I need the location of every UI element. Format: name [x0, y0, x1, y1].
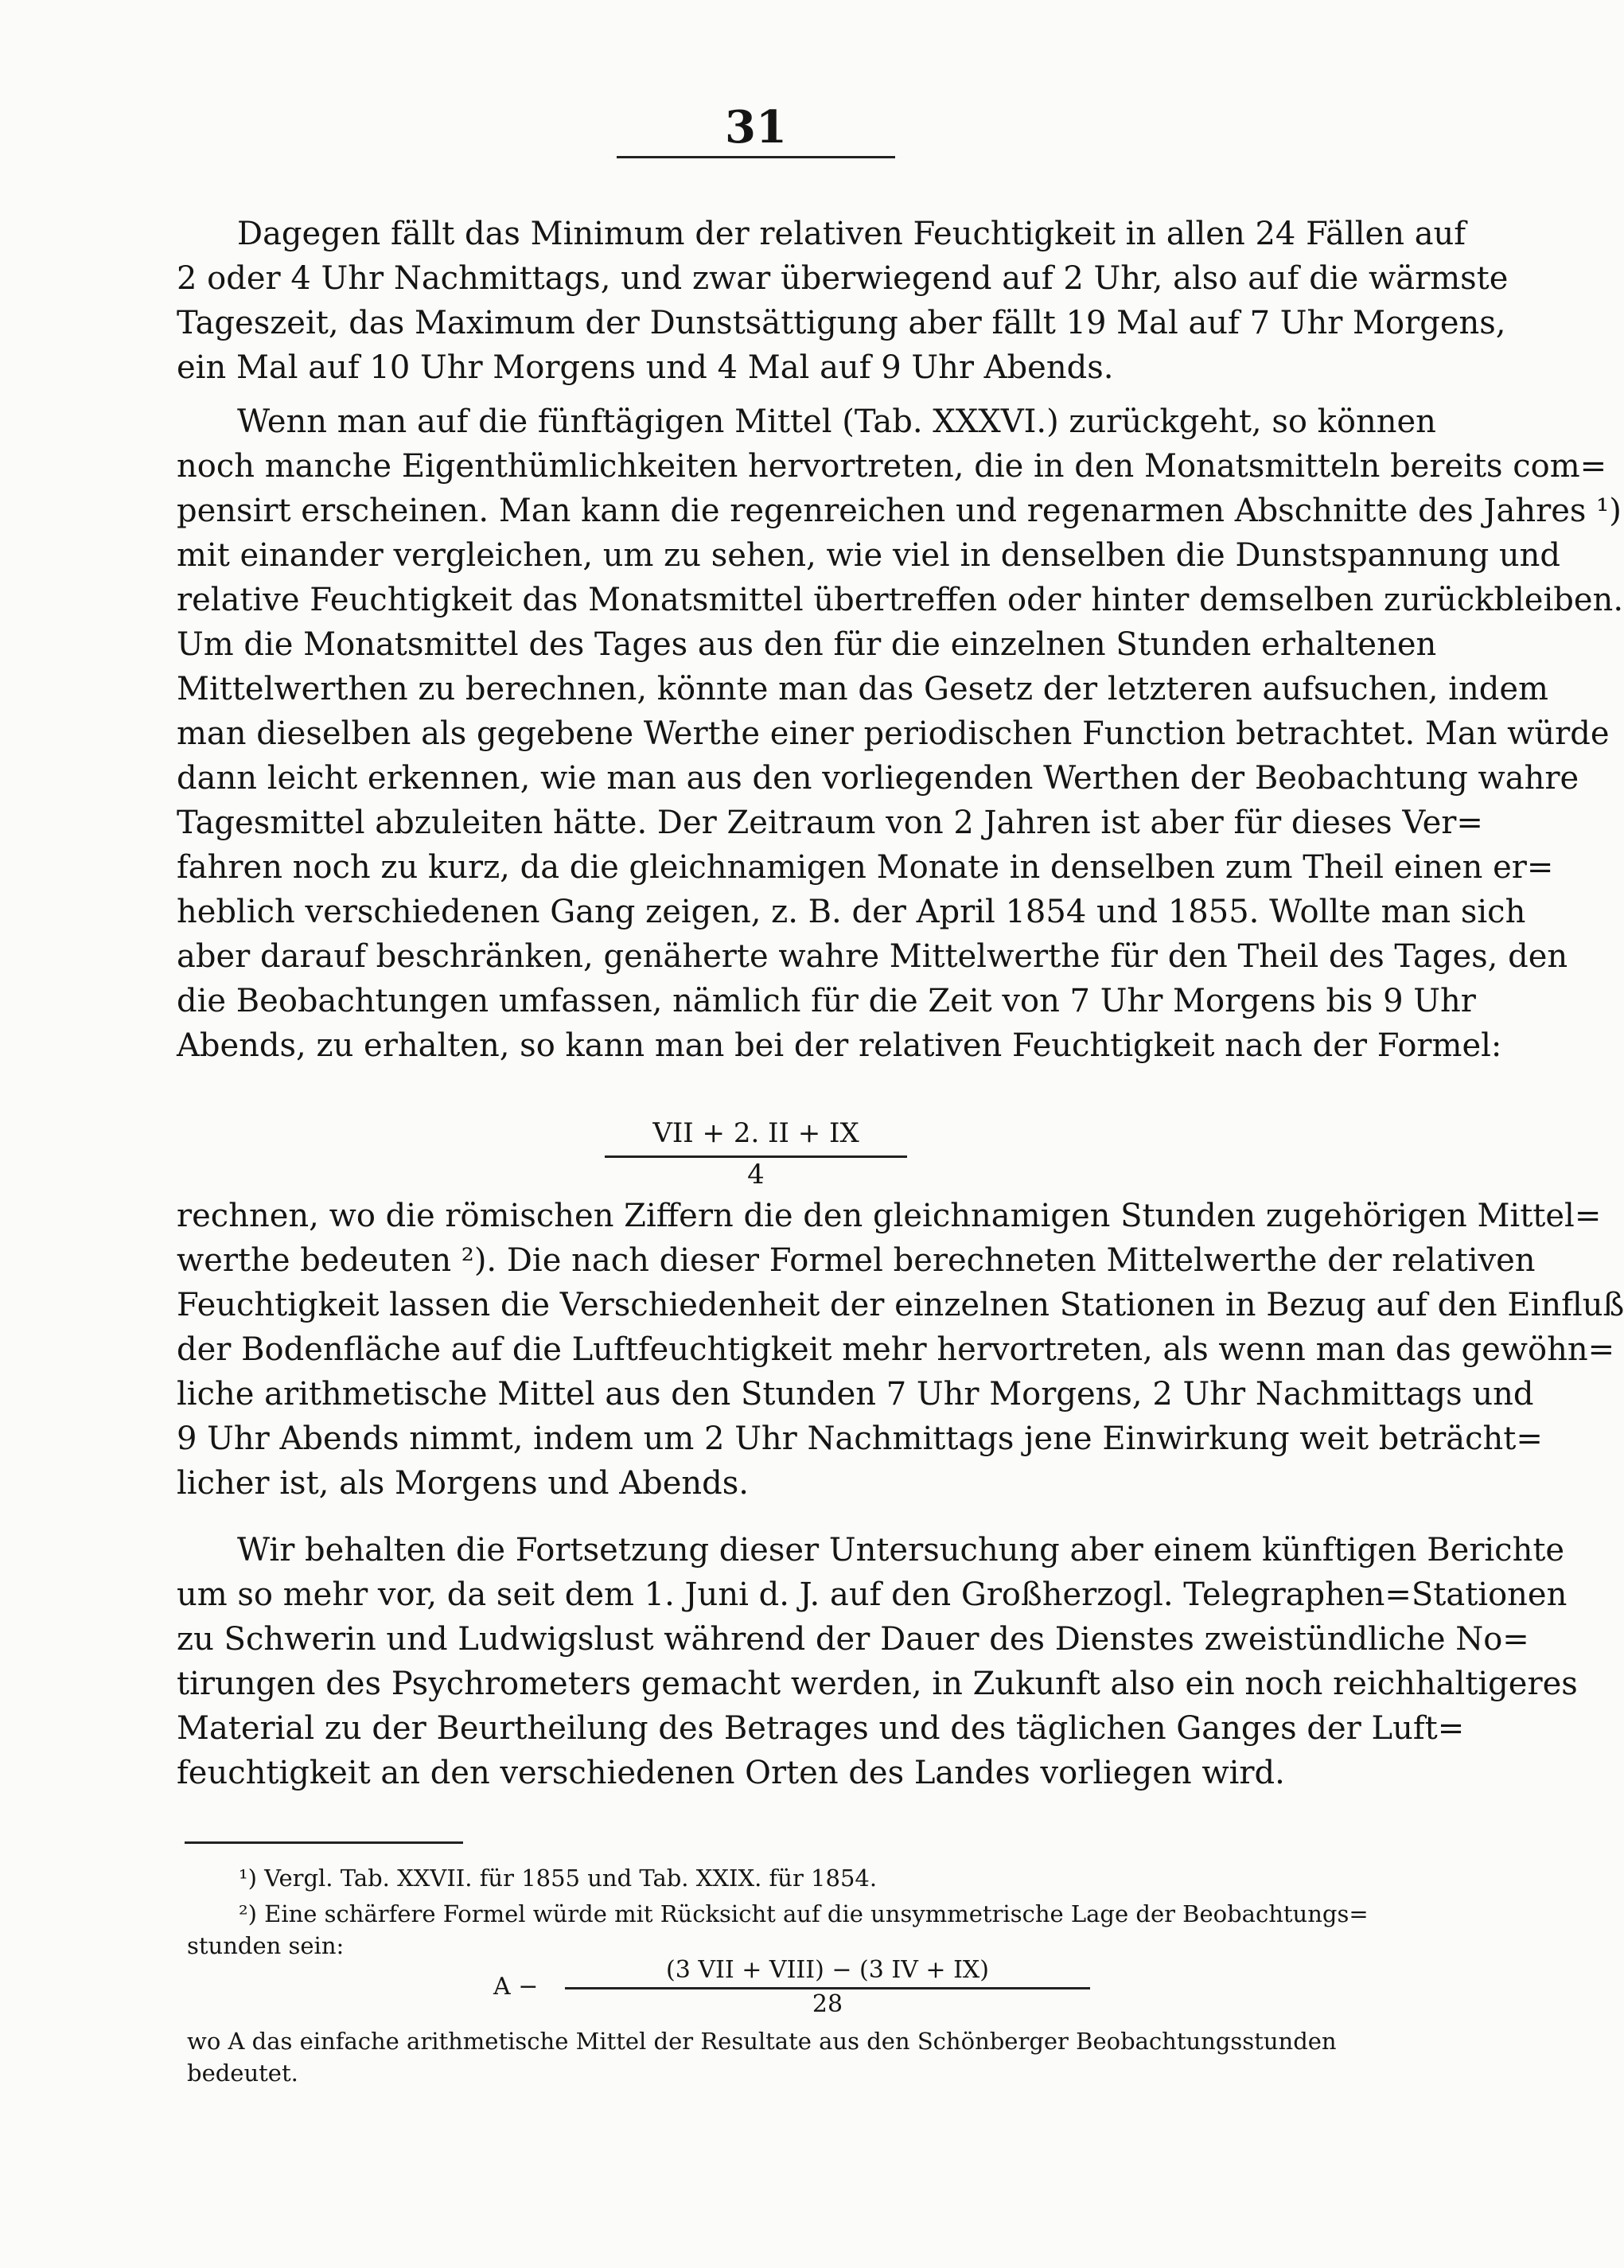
body-line: zu Schwerin und Ludwigslust während der Dauer des Dienstes zweistündliche No=: [177, 1621, 1529, 1658]
body-line: aber darauf beschränken, genäherte wahre Mittelwerthe für den Theil des Tages, den: [177, 938, 1568, 975]
body-line: noch manche Eigenthümlichkeiten hervortreten, die in den Monatsmitteln bereits com=: [177, 448, 1607, 485]
body-line: rechnen, wo die römischen Ziffern die den gleichnamigen Stunden zugehörigen Mittel=: [177, 1198, 1602, 1234]
page-number-rule: [617, 156, 895, 158]
body-line: pensirt erscheinen. Man kann die regenreichen und regenarmen Abschnitte des Jahres ¹): [177, 493, 1622, 529]
body-line: der Bodenfläche auf die Luftfeuchtigkeit mehr hervortreten, als wenn man das gewöhn=: [177, 1331, 1615, 1368]
body-line: Um die Monatsmittel des Tages aus den für die einzelnen Stunden erhaltenen: [177, 626, 1437, 663]
footnote-formula-lhs: A −: [493, 1973, 539, 2001]
body-line: dann leicht erkennen, wie man aus den vorliegenden Werthen der Beobachtung wahre: [177, 760, 1579, 797]
display-formula: [605, 1114, 907, 1191]
body-line: Wir behalten die Fortsetzung dieser Untersuchung aber einem künftigen Berichte: [237, 1532, 1565, 1569]
body-line: Wenn man auf die fünftägigen Mittel (Tab. XXXVI.) zurückgeht, so können: [237, 403, 1436, 440]
body-line: heblich verschiedenen Gang zeigen, z. B. der April 1854 und 1855. Wollte man sich: [177, 894, 1526, 930]
footnote-rule: [185, 1841, 463, 1844]
footnote-formula-numerator: (3 VII + VIII) − (3 IV + IX): [565, 1954, 1090, 1989]
body-line: Feuchtigkeit lassen die Verschiedenheit der einzelnen Stationen in Bezug auf den Einfluß: [177, 1287, 1624, 1323]
footnote-formula-fraction: [565, 1954, 1090, 2020]
body-line: werthe bedeuten ²). Die nach dieser Formel berechneten Mittelwerthe der relativen: [177, 1242, 1536, 1279]
body-line: licher ist, als Morgens und Abends.: [177, 1465, 750, 1502]
body-line: man dieselben als gegebene Werthe einer periodischen Function betrachtet. Man würde: [177, 715, 1610, 752]
body-line: Dagegen fällt das Minimum der relativen Feuchtigkeit in allen 24 Fällen auf: [237, 216, 1466, 252]
body-line: Tagesmittel abzuleiten hätte. Der Zeitraum von 2 Jahren ist aber für dieses Ver=: [177, 805, 1483, 841]
footnote-formula-denominator: 28: [812, 1990, 843, 2018]
body-line: 2 oder 4 Uhr Nachmittags, und zwar überwiegend auf 2 Uhr, also auf die wärmste: [177, 260, 1509, 297]
body-line: relative Feuchtigkeit das Monatsmittel übertreffen oder hinter demselben zurückbleiben.: [177, 582, 1624, 618]
footnote-1: ¹) Vergl. Tab. XXVII. für 1855 und Tab. XXIX. für 1854.: [239, 1865, 878, 1892]
body-line: Tageszeit, das Maximum der Dunstsättigung aber fällt 19 Mal auf 7 Uhr Morgens,: [177, 305, 1506, 341]
body-line: Material zu der Beurtheilung des Betrages und des täglichen Ganges der Luft=: [177, 1710, 1465, 1747]
body-line: Abends, zu erhalten, so kann man bei der relativen Feuchtigkeit nach der Formel:: [177, 1027, 1502, 1064]
body-line: die Beobachtungen umfassen, nämlich für die Zeit von 7 Uhr Morgens bis 9 Uhr: [177, 983, 1476, 1019]
body-line: feuchtigkeit an den verschiedenen Orten des Landes vorliegen wird.: [177, 1755, 1285, 1791]
page-number: 31: [725, 101, 787, 154]
footnote-2-line: stunden sein:: [187, 1932, 345, 1959]
body-line: um so mehr vor, da seit dem 1. Juni d. J. auf den Großherzogl. Telegraphen=Stationen: [177, 1576, 1568, 1613]
body-line: tirungen des Psychrometers gemacht werden, in Zukunft also ein noch reichhaltigeres: [177, 1666, 1578, 1702]
body-line: ein Mal auf 10 Uhr Morgens und 4 Mal auf 9 Uhr Abends.: [177, 349, 1114, 386]
body-line: liche arithmetische Mittel aus den Stunden 7 Uhr Morgens, 2 Uhr Nachmittags und: [177, 1376, 1534, 1413]
formula-numerator: VII + 2. II + IX: [605, 1114, 907, 1158]
body-line: Mittelwerthen zu berechnen, könnte man das Gesetz der letzteren aufsuchen, indem: [177, 671, 1548, 707]
body-line: fahren noch zu kurz, da die gleichnamigen Monate in denselben zum Theil einen er=: [177, 849, 1554, 886]
body-line: 9 Uhr Abends nimmt, indem um 2 Uhr Nachmittags jene Einwirkung weit beträcht=: [177, 1420, 1543, 1457]
body-line: mit einander vergleichen, um zu sehen, wie viel in denselben die Dunstspannung und: [177, 537, 1561, 574]
footnote-2-tail: bedeutet.: [187, 2060, 298, 2087]
footnote-2-line: ²) Eine schärfere Formel würde mit Rücksicht auf die unsymmetrische Lage der Beobachtungs=: [239, 1900, 1369, 1927]
footnote-2-tail: wo A das einfache arithmetische Mittel der Resultate aus den Schönberger Beobachtungsstunden: [187, 2028, 1337, 2055]
formula-denominator: 4: [747, 1159, 765, 1191]
